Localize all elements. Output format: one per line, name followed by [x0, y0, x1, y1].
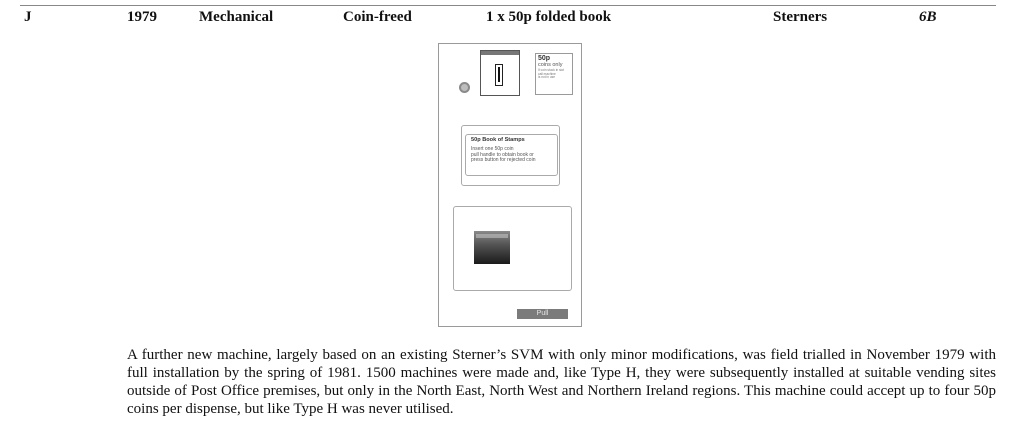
payment-cell: Coin-freed	[343, 9, 412, 25]
mechanism-cell: Mechanical	[199, 9, 274, 25]
description-paragraph: A further new machine, largely based on an existing Sterner’s SVM with only minor modifications, was field trialled in November 1979 with full installation by the spring of 1981. 1500 machines were made and, like Type H, they were subsequently installed at suitable vending sites outside of Post Office premises, but only in the North East, North West and Northern Ireland regions. This machine could accept up to four 50p coins per dispense, but like Type H was never utilised.	[127, 347, 996, 417]
coin-slot-frame	[495, 64, 503, 86]
delivery-window	[474, 231, 510, 264]
year-cell: 1979	[127, 9, 157, 25]
coin-slot-panel	[480, 50, 520, 96]
pull-handle: Pull	[517, 309, 568, 319]
instruction-title: 50p Book of Stamps	[471, 137, 525, 143]
machine-type-cell: J	[24, 9, 32, 25]
coin-label-plate	[535, 53, 573, 95]
delivery-panel	[453, 206, 572, 291]
coin-label-fine-print: If coin stuck in slot call machine is not in use	[538, 68, 565, 80]
product-cell: 1 x 50p folded book	[486, 9, 612, 25]
instruction-text: Insert one 50p coin pull handle to obtain book or press button for rejected coin	[471, 146, 536, 164]
vending-machine-drawing	[438, 43, 582, 327]
coin-reject-button-icon	[459, 82, 470, 93]
instruction-panel	[461, 125, 560, 186]
maker-cell: Sterners	[773, 9, 828, 25]
coin-label-note: coins only	[538, 62, 563, 68]
coin-label-value: 50p	[538, 55, 551, 62]
coin-slot-icon	[498, 67, 500, 82]
code-cell: 6B	[919, 9, 937, 25]
delivery-window-highlight	[476, 234, 508, 238]
instruction-plate	[465, 134, 558, 176]
coin-panel-top-bar	[481, 51, 519, 55]
table-top-rule	[20, 5, 996, 6]
